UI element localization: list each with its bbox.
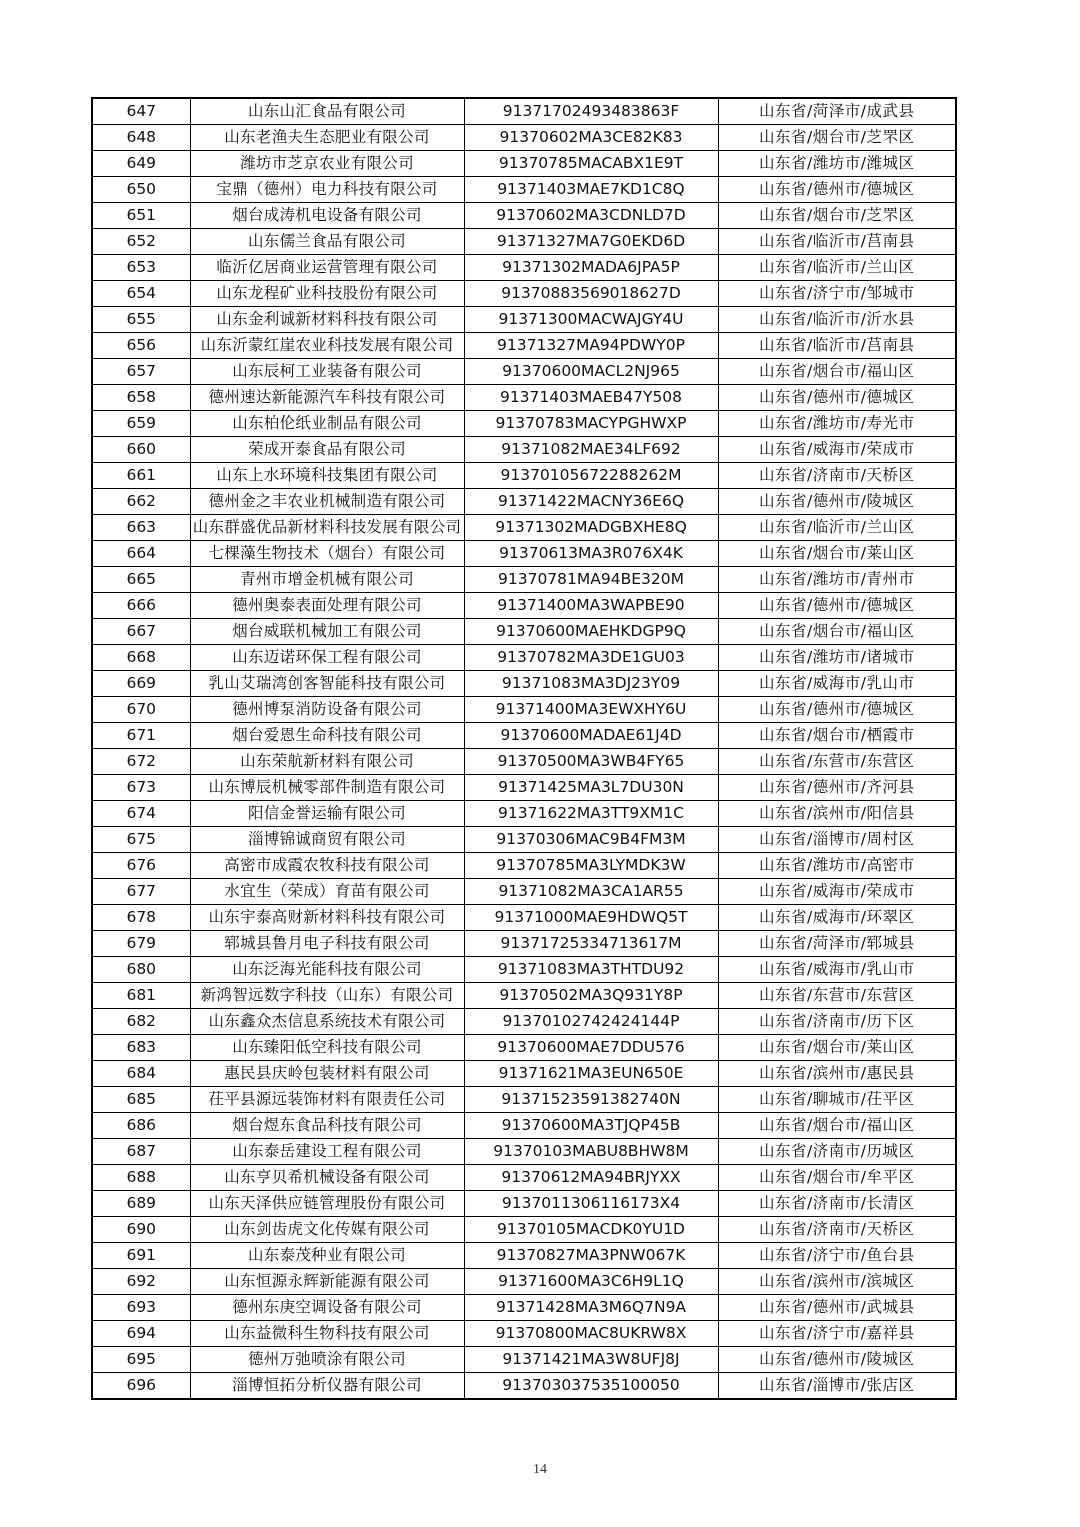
region-cell: 山东省/德州市/陵城区 xyxy=(718,1347,956,1373)
company-name-cell: 山东老渔夫生态肥业有限公司 xyxy=(190,125,464,151)
company-name-cell: 山东鑫众杰信息系统技术有限公司 xyxy=(190,1009,464,1035)
region-cell: 山东省/烟台市/福山区 xyxy=(718,619,956,645)
table-row xyxy=(92,645,956,671)
table-row xyxy=(92,749,956,775)
row-number-cell: 655 xyxy=(92,307,190,333)
table-row xyxy=(92,1269,956,1295)
region-cell: 山东省/潍坊市/潍城区 xyxy=(718,151,956,177)
credit-code-cell: 91371302MADA6JPA5P xyxy=(464,255,718,281)
row-number-cell: 652 xyxy=(92,229,190,255)
credit-code-cell: 91371403MAE7KD1C8Q xyxy=(464,177,718,203)
company-name-cell: 乳山艾瑞湾创客智能科技有限公司 xyxy=(190,671,464,697)
credit-code-cell: 91371327MA7G0EKD6D xyxy=(464,229,718,255)
company-table xyxy=(91,97,957,1400)
row-number-cell: 648 xyxy=(92,125,190,151)
region-cell: 山东省/德州市/德城区 xyxy=(718,177,956,203)
company-name-cell: 山东山汇食品有限公司 xyxy=(190,98,464,125)
region-cell: 山东省/德州市/德城区 xyxy=(718,385,956,411)
row-number-cell: 677 xyxy=(92,879,190,905)
row-number-cell: 654 xyxy=(92,281,190,307)
company-name-cell: 山东亨贝希机械设备有限公司 xyxy=(190,1165,464,1191)
credit-code-cell: 91370602MA3CE82K83 xyxy=(464,125,718,151)
region-cell: 山东省/潍坊市/寿光市 xyxy=(718,411,956,437)
company-name-cell: 青州市增金机械有限公司 xyxy=(190,567,464,593)
row-number-cell: 650 xyxy=(92,177,190,203)
row-number-cell: 668 xyxy=(92,645,190,671)
row-number-cell: 691 xyxy=(92,1243,190,1269)
table-row xyxy=(92,931,956,957)
region-cell: 山东省/东营市/东营区 xyxy=(718,983,956,1009)
region-cell: 山东省/烟台市/芝罘区 xyxy=(718,125,956,151)
credit-code-cell: 91370600MADAE61J4D xyxy=(464,723,718,749)
credit-code-cell: 91370800MAC8UKRW8X xyxy=(464,1321,718,1347)
region-cell: 山东省/聊城市/茌平区 xyxy=(718,1087,956,1113)
region-cell: 山东省/德州市/德城区 xyxy=(718,593,956,619)
company-name-cell: 山东上水环境科技集团有限公司 xyxy=(190,463,464,489)
company-name-cell: 山东儒兰食品有限公司 xyxy=(190,229,464,255)
credit-code-cell: 91370600MAEHKDGP9Q xyxy=(464,619,718,645)
company-name-cell: 山东金利诚新材料科技有限公司 xyxy=(190,307,464,333)
region-cell: 山东省/潍坊市/诸城市 xyxy=(718,645,956,671)
row-number-cell: 672 xyxy=(92,749,190,775)
region-cell: 山东省/烟台市/福山区 xyxy=(718,1113,956,1139)
row-number-cell: 687 xyxy=(92,1139,190,1165)
table-row xyxy=(92,437,956,463)
table-row xyxy=(92,203,956,229)
company-name-cell: 山东群盛优品新材料科技发展有限公司 xyxy=(190,515,464,541)
company-name-cell: 山东沂蒙红崖农业科技发展有限公司 xyxy=(190,333,464,359)
table-row xyxy=(92,515,956,541)
row-number-cell: 670 xyxy=(92,697,190,723)
table-row xyxy=(92,125,956,151)
company-name-cell: 山东泛海光能科技有限公司 xyxy=(190,957,464,983)
table-row xyxy=(92,98,956,125)
credit-code-cell: 91370883569018627D xyxy=(464,281,718,307)
region-cell: 山东省/菏泽市/郓城县 xyxy=(718,931,956,957)
table-row xyxy=(92,671,956,697)
region-cell: 山东省/滨州市/阳信县 xyxy=(718,801,956,827)
company-name-cell: 茌平县源远装饰材料有限责任公司 xyxy=(190,1087,464,1113)
company-name-cell: 德州奥泰表面处理有限公司 xyxy=(190,593,464,619)
region-cell: 山东省/烟台市/芝罘区 xyxy=(718,203,956,229)
company-name-cell: 山东臻阳低空科技有限公司 xyxy=(190,1035,464,1061)
credit-code-cell: 91370602MA3CDNLD7D xyxy=(464,203,718,229)
credit-code-cell: 91370600MAE7DDU576 xyxy=(464,1035,718,1061)
company-name-cell: 德州万弛喷涂有限公司 xyxy=(190,1347,464,1373)
row-number-cell: 662 xyxy=(92,489,190,515)
table-row xyxy=(92,697,956,723)
table-row xyxy=(92,775,956,801)
credit-code-cell: 91371421MA3W8UFJ8J xyxy=(464,1347,718,1373)
row-number-cell: 659 xyxy=(92,411,190,437)
company-name-cell: 郓城县鲁月电子科技有限公司 xyxy=(190,931,464,957)
row-number-cell: 671 xyxy=(92,723,190,749)
row-number-cell: 651 xyxy=(92,203,190,229)
company-name-cell: 山东荣航新材料有限公司 xyxy=(190,749,464,775)
region-cell: 山东省/滨州市/惠民县 xyxy=(718,1061,956,1087)
row-number-cell: 689 xyxy=(92,1191,190,1217)
credit-code-cell: 91371425MA3L7DU30N xyxy=(464,775,718,801)
row-number-cell: 679 xyxy=(92,931,190,957)
row-number-cell: 666 xyxy=(92,593,190,619)
row-number-cell: 676 xyxy=(92,853,190,879)
company-name-cell: 山东剑齿虎文化传媒有限公司 xyxy=(190,1217,464,1243)
row-number-cell: 683 xyxy=(92,1035,190,1061)
region-cell: 山东省/烟台市/牟平区 xyxy=(718,1165,956,1191)
company-name-cell: 烟台煜东食品科技有限公司 xyxy=(190,1113,464,1139)
credit-code-cell: 91371621MA3EUN650E xyxy=(464,1061,718,1087)
row-number-cell: 684 xyxy=(92,1061,190,1087)
region-cell: 山东省/临沂市/兰山区 xyxy=(718,515,956,541)
company-name-cell: 山东天泽供应链管理股份有限公司 xyxy=(190,1191,464,1217)
region-cell: 山东省/菏泽市/成武县 xyxy=(718,98,956,125)
table-row xyxy=(92,1191,956,1217)
credit-code-cell: 91371300MACWAJGY4U xyxy=(464,307,718,333)
region-cell: 山东省/淄博市/张店区 xyxy=(718,1373,956,1400)
table-row xyxy=(92,151,956,177)
company-name-cell: 新鸿智远数字科技（山东）有限公司 xyxy=(190,983,464,1009)
table-row xyxy=(92,1035,956,1061)
table-row xyxy=(92,385,956,411)
region-cell: 山东省/潍坊市/青州市 xyxy=(718,567,956,593)
company-name-cell: 山东宇泰高财新材料科技有限公司 xyxy=(190,905,464,931)
table-row xyxy=(92,1347,956,1373)
region-cell: 山东省/威海市/荣成市 xyxy=(718,879,956,905)
table-row xyxy=(92,333,956,359)
region-cell: 山东省/济南市/天桥区 xyxy=(718,463,956,489)
credit-code-cell: 913703037535100050 xyxy=(464,1373,718,1400)
credit-code-cell: 91370600MA3TJQP45B xyxy=(464,1113,718,1139)
row-number-cell: 653 xyxy=(92,255,190,281)
credit-code-cell: 91370782MA3DE1GU03 xyxy=(464,645,718,671)
company-name-cell: 德州博泵消防设备有限公司 xyxy=(190,697,464,723)
credit-code-cell: 91371523591382740N xyxy=(464,1087,718,1113)
company-name-cell: 山东迈诺环保工程有限公司 xyxy=(190,645,464,671)
credit-code-cell: 91370785MA3LYMDK3W xyxy=(464,853,718,879)
company-name-cell: 山东博辰机械零部件制造有限公司 xyxy=(190,775,464,801)
region-cell: 山东省/烟台市/莱山区 xyxy=(718,541,956,567)
row-number-cell: 647 xyxy=(92,98,190,125)
credit-code-cell: 913701130611617​3X4 xyxy=(464,1191,718,1217)
table-row xyxy=(92,281,956,307)
company-name-cell: 烟台威联机械加工有限公司 xyxy=(190,619,464,645)
credit-code-cell: 91371403MAEB47Y508 xyxy=(464,385,718,411)
credit-code-cell: 91371327MA94PDWY0P xyxy=(464,333,718,359)
row-number-cell: 686 xyxy=(92,1113,190,1139)
company-name-cell: 山东柏伦纸业制品有限公司 xyxy=(190,411,464,437)
row-number-cell: 692 xyxy=(92,1269,190,1295)
company-name-cell: 淄博恒拓分析仪器有限公司 xyxy=(190,1373,464,1400)
table-row xyxy=(92,177,956,203)
page-number: 14 xyxy=(533,1462,547,1477)
credit-code-cell: 91371725334713617M xyxy=(464,931,718,957)
company-name-cell: 惠民县庆岭包装材料有限公司 xyxy=(190,1061,464,1087)
credit-code-cell: 91371428MA3M6Q7N9A xyxy=(464,1295,718,1321)
table-row xyxy=(92,827,956,853)
region-cell: 山东省/济宁市/邹城市 xyxy=(718,281,956,307)
region-cell: 山东省/潍坊市/高密市 xyxy=(718,853,956,879)
table-row xyxy=(92,1295,956,1321)
company-name-cell: 烟台成涛机电设备有限公司 xyxy=(190,203,464,229)
company-name-cell: 山东泰岳建设工程有限公司 xyxy=(190,1139,464,1165)
table-row xyxy=(92,723,956,749)
credit-code-cell: 91371600MA3C6H9L1Q xyxy=(464,1269,718,1295)
region-cell: 山东省/威海市/荣成市 xyxy=(718,437,956,463)
credit-code-cell: 91371422MACNY36E6Q xyxy=(464,489,718,515)
credit-code-cell: 91370785MACABX1E9T xyxy=(464,151,718,177)
region-cell: 山东省/淄博市/周村区 xyxy=(718,827,956,853)
credit-code-cell: 91370827MA3PNW067K xyxy=(464,1243,718,1269)
row-number-cell: 693 xyxy=(92,1295,190,1321)
row-number-cell: 656 xyxy=(92,333,190,359)
table-row xyxy=(92,229,956,255)
region-cell: 山东省/临沂市/莒南县 xyxy=(718,333,956,359)
table-row xyxy=(92,1165,956,1191)
company-name-cell: 七棵藻生物技术（烟台）有限公司 xyxy=(190,541,464,567)
table-row xyxy=(92,879,956,905)
table-row xyxy=(92,801,956,827)
region-cell: 山东省/德州市/德城区 xyxy=(718,697,956,723)
company-name-cell: 山东龙程矿业科技股份有限公司 xyxy=(190,281,464,307)
row-number-cell: 667 xyxy=(92,619,190,645)
region-cell: 山东省/烟台市/莱山区 xyxy=(718,1035,956,1061)
table-row xyxy=(92,255,956,281)
row-number-cell: 694 xyxy=(92,1321,190,1347)
region-cell: 山东省/济宁市/鱼台县 xyxy=(718,1243,956,1269)
row-number-cell: 695 xyxy=(92,1347,190,1373)
row-number-cell: 663 xyxy=(92,515,190,541)
credit-code-cell: 91370502MA3Q931Y8P xyxy=(464,983,718,1009)
credit-code-cell: 91370306MAC9B4FM3M xyxy=(464,827,718,853)
table-row xyxy=(92,567,956,593)
table-row xyxy=(92,983,956,1009)
row-number-cell: 681 xyxy=(92,983,190,1009)
credit-code-cell: 91371622MA3TT9XM1C xyxy=(464,801,718,827)
table-row xyxy=(92,619,956,645)
company-name-cell: 德州金之丰农业机械制造有限公司 xyxy=(190,489,464,515)
company-name-cell: 宝鼎（德州）电力科技有限公司 xyxy=(190,177,464,203)
region-cell: 山东省/德州市/齐河县 xyxy=(718,775,956,801)
row-number-cell: 674 xyxy=(92,801,190,827)
region-cell: 山东省/东营市/东营区 xyxy=(718,749,956,775)
credit-code-cell: 913701056722882​62M xyxy=(464,463,718,489)
table-row xyxy=(92,593,956,619)
row-number-cell: 669 xyxy=(92,671,190,697)
table-row xyxy=(92,1139,956,1165)
region-cell: 山东省/烟台市/栖霞市 xyxy=(718,723,956,749)
credit-code-cell: 91371400MA3EWXHY6U xyxy=(464,697,718,723)
region-cell: 山东省/德州市/武城县 xyxy=(718,1295,956,1321)
table-row xyxy=(92,1373,956,1400)
company-name-cell: 山东泰茂种业有限公司 xyxy=(190,1243,464,1269)
row-number-cell: 658 xyxy=(92,385,190,411)
region-cell: 山东省/济南市/历城区 xyxy=(718,1139,956,1165)
credit-code-cell: 91370783MACYPGHWXP xyxy=(464,411,718,437)
row-number-cell: 664 xyxy=(92,541,190,567)
table-row xyxy=(92,1217,956,1243)
company-name-cell: 德州速达新能源汽车科技有限公司 xyxy=(190,385,464,411)
region-cell: 山东省/临沂市/莒南县 xyxy=(718,229,956,255)
company-name-cell: 山东益微科生物科技有限公司 xyxy=(190,1321,464,1347)
region-cell: 山东省/济南市/长清区 xyxy=(718,1191,956,1217)
region-cell: 山东省/济南市/天桥区 xyxy=(718,1217,956,1243)
credit-code-cell: 91371400MA3WAPBE90 xyxy=(464,593,718,619)
row-number-cell: 657 xyxy=(92,359,190,385)
credit-code-cell: 91371083MA3THTDU92 xyxy=(464,957,718,983)
row-number-cell: 690 xyxy=(92,1217,190,1243)
company-name-cell: 山东恒源永辉新能源有限公司 xyxy=(190,1269,464,1295)
table-row xyxy=(92,541,956,567)
table-row xyxy=(92,463,956,489)
table-row xyxy=(92,1009,956,1035)
credit-code-cell: 91371302MADGBXHE8Q xyxy=(464,515,718,541)
credit-code-cell: 91371082MA3CA1AR55 xyxy=(464,879,718,905)
table-row xyxy=(92,1243,956,1269)
row-number-cell: 661 xyxy=(92,463,190,489)
table-row xyxy=(92,1113,956,1139)
table-row xyxy=(92,905,956,931)
row-number-cell: 680 xyxy=(92,957,190,983)
region-cell: 山东省/烟台市/福山区 xyxy=(718,359,956,385)
region-cell: 山东省/威海市/乳山市 xyxy=(718,957,956,983)
company-name-cell: 烟台爱恩生命科技有限公司 xyxy=(190,723,464,749)
region-cell: 山东省/临沂市/沂水县 xyxy=(718,307,956,333)
row-number-cell: 688 xyxy=(92,1165,190,1191)
row-number-cell: 673 xyxy=(92,775,190,801)
credit-code-cell: 91370103MABU8BHW8M xyxy=(464,1139,718,1165)
company-name-cell: 荣成开泰食品有限公司 xyxy=(190,437,464,463)
row-number-cell: 675 xyxy=(92,827,190,853)
table-row xyxy=(92,1061,956,1087)
credit-code-cell: 91370613MA3R076X4K xyxy=(464,541,718,567)
region-cell: 山东省/济宁市/嘉祥县 xyxy=(718,1321,956,1347)
region-cell: 山东省/威海市/环翠区 xyxy=(718,905,956,931)
credit-code-cell: 91370612MA94BRJYXX xyxy=(464,1165,718,1191)
credit-code-cell: 91370500MA3WB4FY65 xyxy=(464,749,718,775)
table-row xyxy=(92,853,956,879)
table-row xyxy=(92,359,956,385)
table-row xyxy=(92,307,956,333)
region-cell: 山东省/济南市/历下区 xyxy=(718,1009,956,1035)
table-row xyxy=(92,489,956,515)
credit-code-cell: 91371083MA3DJ23Y09 xyxy=(464,671,718,697)
table-row xyxy=(92,1087,956,1113)
company-name-cell: 淄博锦诚商贸有限公司 xyxy=(190,827,464,853)
company-name-cell: 潍坊市芝京农业有限公司 xyxy=(190,151,464,177)
company-name-cell: 山东辰柯工业装备有限公司 xyxy=(190,359,464,385)
table-row xyxy=(92,411,956,437)
credit-code-cell: 91370781MA94BE320M xyxy=(464,567,718,593)
credit-code-cell: 91371082MAE34LF692 xyxy=(464,437,718,463)
region-cell: 山东省/德州市/陵城区 xyxy=(718,489,956,515)
table-row xyxy=(92,957,956,983)
company-name-cell: 阳信金誉运输有限公司 xyxy=(190,801,464,827)
row-number-cell: 696 xyxy=(92,1373,190,1400)
row-number-cell: 678 xyxy=(92,905,190,931)
row-number-cell: 665 xyxy=(92,567,190,593)
table-row xyxy=(92,1321,956,1347)
region-cell: 山东省/滨州市/滨城区 xyxy=(718,1269,956,1295)
row-number-cell: 682 xyxy=(92,1009,190,1035)
region-cell: 山东省/临沂市/兰山区 xyxy=(718,255,956,281)
company-name-cell: 德州东庚空调设备有限公司 xyxy=(190,1295,464,1321)
credit-code-cell: 91370105MACDK0YU1D xyxy=(464,1217,718,1243)
company-table-body xyxy=(92,98,956,1399)
credit-code-cell: 91370600MACL2NJ965 xyxy=(464,359,718,385)
row-number-cell: 660 xyxy=(92,437,190,463)
row-number-cell: 685 xyxy=(92,1087,190,1113)
region-cell: 山东省/威海市/乳山市 xyxy=(718,671,956,697)
credit-code-cell: 91370102742424144P xyxy=(464,1009,718,1035)
company-name-cell: 高密市成霞农牧科技有限公司 xyxy=(190,853,464,879)
row-number-cell: 649 xyxy=(92,151,190,177)
credit-code-cell: 91371000MAE9HDWQ5T xyxy=(464,905,718,931)
credit-code-cell: 91371702493483863F xyxy=(464,98,718,125)
company-name-cell: 水宜生（荣成）育苗有限公司 xyxy=(190,879,464,905)
company-name-cell: 临沂亿居商业运营管理有限公司 xyxy=(190,255,464,281)
